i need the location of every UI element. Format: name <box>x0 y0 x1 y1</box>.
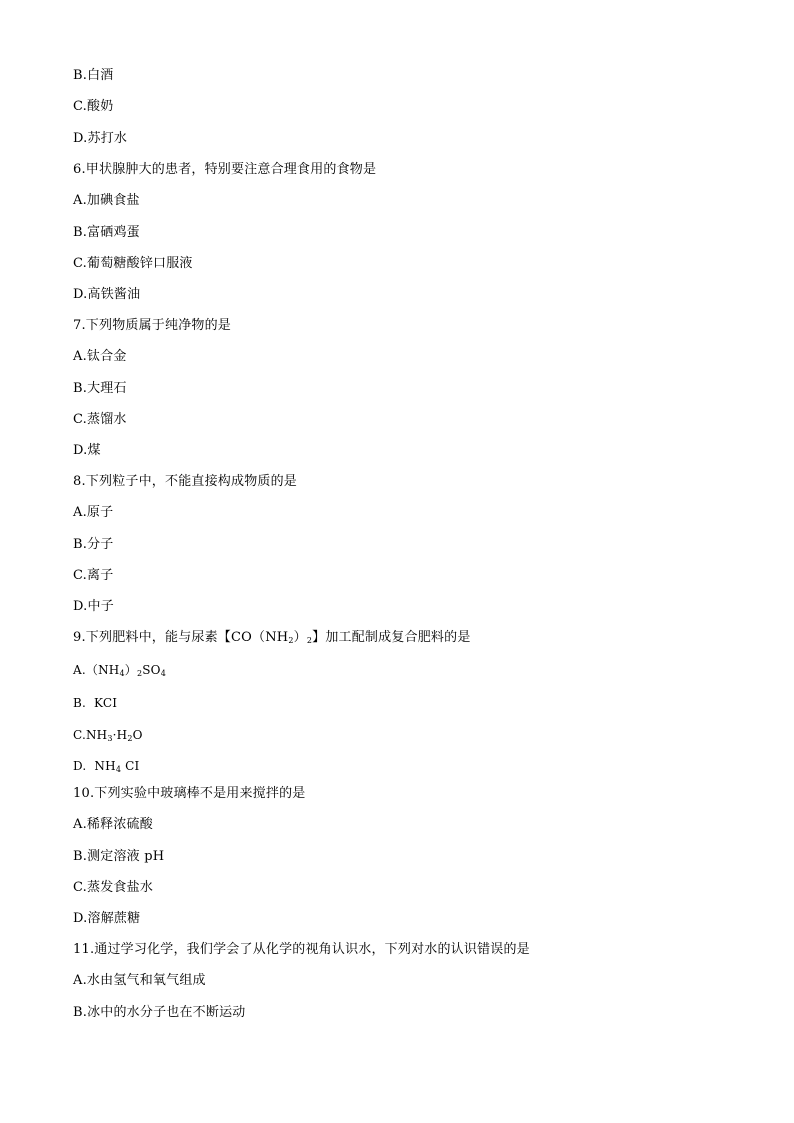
q9a-pre: A.（NH <box>73 663 120 677</box>
q9-stem-sub1: 2 <box>288 636 294 645</box>
q9c-sub1: 3 <box>107 734 113 743</box>
q9d-post: CI <box>121 759 140 773</box>
q9a-sub1: 4 <box>119 669 125 678</box>
option-11a: A.水由氢气和氧气组成 <box>73 973 206 988</box>
option-5b: B.白酒 <box>73 68 114 83</box>
option-6a: A.加碘食盐 <box>73 193 140 208</box>
option-9d <box>73 757 139 775</box>
option-9a <box>73 661 166 679</box>
option-8d: D.中子 <box>73 599 114 614</box>
question-10: 10.下列实验中玻璃棒不是用来搅拌的是 <box>73 786 306 801</box>
option-10b: B.测定溶液 pH <box>73 849 165 864</box>
q9-stem-mid: ） <box>293 630 307 645</box>
option-10a: A.稀释浓硫酸 <box>73 817 153 832</box>
q9-stem-pre: 9.下列肥料中，能与尿素【CO（NH <box>73 630 289 645</box>
question-7: 7.下列物质属于纯净物的是 <box>73 318 232 333</box>
option-10d: D.溶解蔗糖 <box>73 911 141 926</box>
question-11: 11.通过学习化学，我们学会了从化学的视角认识水，下列对水的认识错误的是 <box>73 942 530 957</box>
option-6c: C.葡萄糖酸锌口服液 <box>73 256 193 271</box>
option-5c: C.酸奶 <box>73 99 114 114</box>
q9c-sub2: 2 <box>127 734 133 743</box>
q9d-sub: 4 <box>115 765 122 774</box>
q9a-sub3: 4 <box>160 669 167 678</box>
q9a-post: SO <box>142 663 161 677</box>
option-6d: D.高铁酱油 <box>73 287 141 302</box>
question-8: 8.下列粒子中，不能直接构成物质的是 <box>73 474 298 489</box>
option-9b: B. KCI <box>73 696 118 710</box>
option-8a: A.原子 <box>73 505 114 520</box>
q9-stem-sub2: 2 <box>306 636 313 645</box>
option-6b: B.富硒鸡蛋 <box>73 225 140 240</box>
q9a-mid: ） <box>124 663 137 677</box>
question-6: 6.甲状腺肿大的患者，特别要注意合理食用的食物是 <box>73 162 377 177</box>
option-7c: C.蒸馏水 <box>73 412 127 427</box>
option-9c <box>73 726 143 744</box>
q9c-post: O <box>132 728 143 742</box>
q9a-sub2: 2 <box>136 669 143 678</box>
q9c-mid: ·H <box>112 728 128 742</box>
q9c-pre: C.NH <box>73 728 108 742</box>
option-7d: D.煤 <box>73 443 101 458</box>
option-8c: C.离子 <box>73 568 114 583</box>
option-8b: B.分子 <box>73 537 114 552</box>
question-9 <box>73 629 471 647</box>
option-5d: D.苏打水 <box>73 131 128 146</box>
option-11b: B.冰中的水分子也在不断运动 <box>73 1005 246 1020</box>
q9d-pre: D. NH <box>73 759 116 773</box>
option-7b: B.大理石 <box>73 381 127 396</box>
q9-stem-post: 】加工配制成复合肥料的是 <box>312 630 471 645</box>
option-7a: A.钛合金 <box>73 349 127 364</box>
option-10c: C.蒸发食盐水 <box>73 880 154 895</box>
